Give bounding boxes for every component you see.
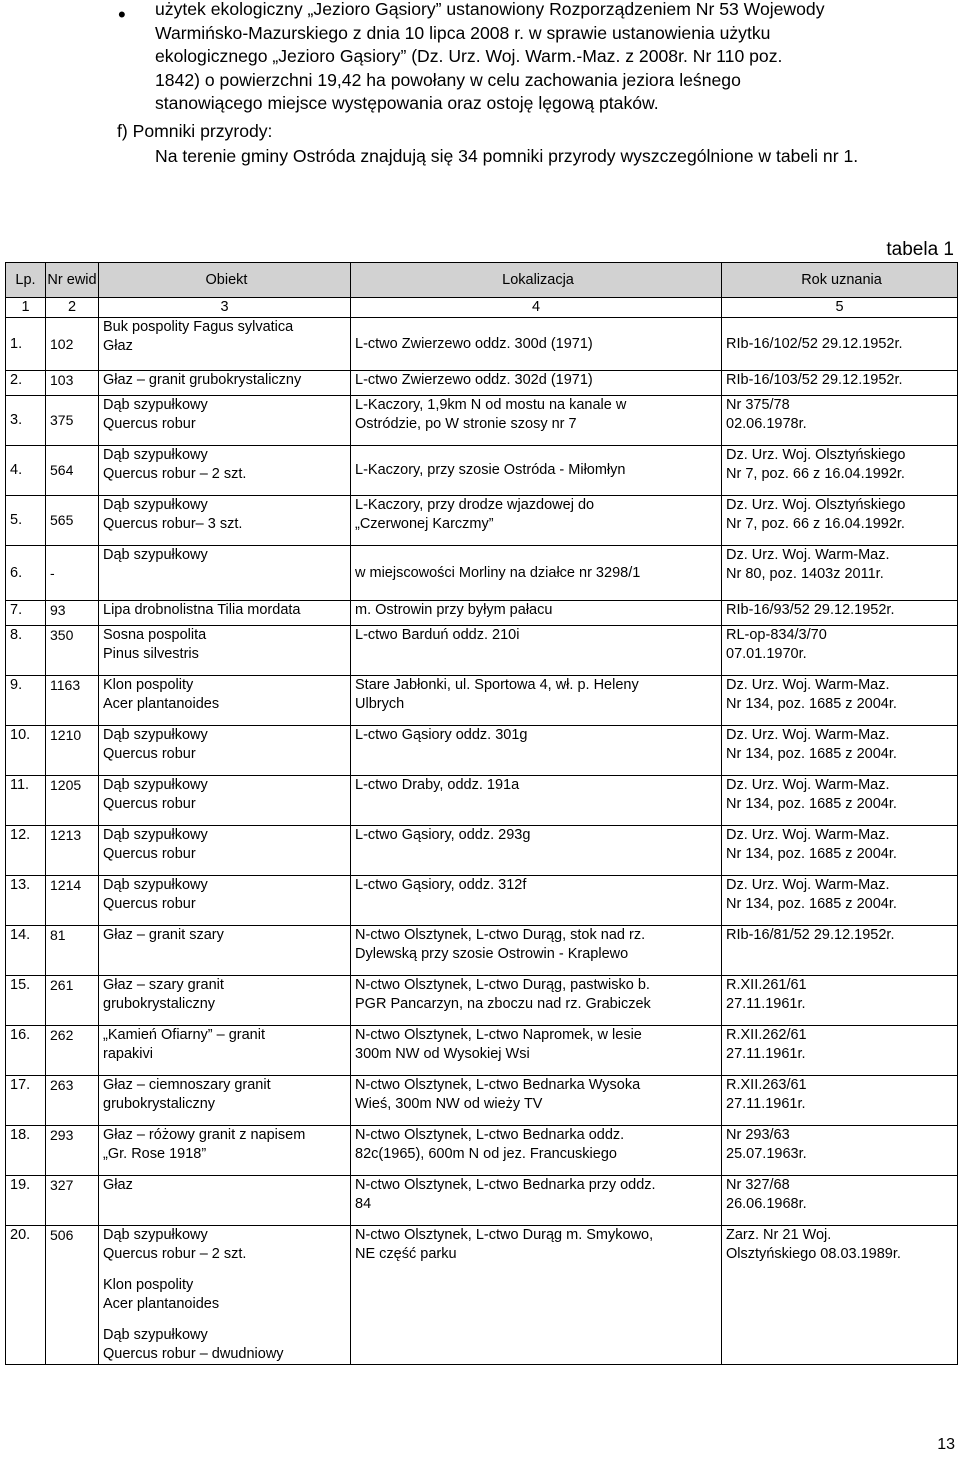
table-row bbox=[6, 496, 958, 546]
cell-line: RIb-16/93/52 29.12.1952r. bbox=[726, 602, 895, 618]
cell-line: 25.07.1963r. bbox=[726, 1146, 807, 1162]
cell-lokalizacja bbox=[351, 546, 722, 601]
cell-line: N-ctwo Olsztynek, L-ctwo Durąg, pastwisko b. bbox=[355, 977, 650, 993]
cell-line: Nr 293/63 bbox=[726, 1127, 790, 1143]
intro-sentence: Na terenie gminy Ostróda znajdują się 34 pomniki przyrody wyszczególnione w tabeli nr 1. bbox=[155, 146, 859, 166]
cell-line: Dąb szypułkowy bbox=[103, 397, 208, 413]
table-row bbox=[6, 876, 958, 926]
cell-line: Quercus robur bbox=[103, 416, 196, 432]
cell-obiekt bbox=[99, 601, 351, 626]
cell-nr-ewid: 261 bbox=[46, 976, 99, 1026]
table-row bbox=[6, 1176, 958, 1226]
cell-lokalizacja bbox=[351, 1226, 722, 1365]
cell-nr-ewid: 262 bbox=[46, 1026, 99, 1076]
cell-line: Quercus robur – dwudniowy bbox=[103, 1346, 284, 1362]
cell-obiekt bbox=[99, 496, 351, 546]
cell-rok bbox=[722, 826, 958, 876]
cell-lokalizacja bbox=[351, 496, 722, 546]
header-lp: Lp. bbox=[6, 263, 46, 298]
cell-lp: 1. bbox=[6, 318, 46, 371]
cell-line: Nr 134, poz. 1685 z 2004r. bbox=[726, 896, 897, 912]
cell-line: „Gr. Rose 1918” bbox=[103, 1146, 207, 1162]
cell-lokalizacja bbox=[351, 826, 722, 876]
cell-nr-ewid: 93 bbox=[46, 601, 99, 626]
cell-line: Quercus robur – 2 szt. bbox=[103, 466, 247, 482]
cell-line: 27.11.1961r. bbox=[726, 996, 806, 1012]
cell-line: Dz. Urz. Woj. Olsztyńskiego bbox=[726, 447, 906, 463]
cell-line: N-ctwo Olsztynek, L-ctwo Durąg, stok nad rz. bbox=[355, 927, 646, 943]
cell-line: 26.06.1968r. bbox=[726, 1196, 807, 1212]
cell-nr-ewid: - bbox=[46, 546, 99, 601]
cell-line: Głaz bbox=[103, 338, 133, 354]
cell-line: N-ctwo Olsztynek, L-ctwo Bednarka oddz. bbox=[355, 1127, 625, 1143]
col-number: 1 bbox=[6, 298, 46, 318]
cell-line: Acer plantanoides bbox=[103, 696, 220, 712]
col-number: 5 bbox=[722, 298, 958, 318]
cell-nr-ewid: 1210 bbox=[46, 726, 99, 776]
cell-line: Dylewską przy szosie Ostrowin - Kraplewo bbox=[355, 946, 629, 962]
cell-line: RL-op-834/3/70 bbox=[726, 627, 827, 643]
cell-line: RIb-16/103/52 29.12.1952r. bbox=[726, 372, 903, 388]
cell-rok bbox=[722, 601, 958, 626]
cell-rok bbox=[722, 496, 958, 546]
cell-line: Dąb szypułkowy bbox=[103, 447, 208, 463]
cell-line: Dz. Urz. Woj. Warm-Maz. bbox=[726, 877, 890, 893]
cell-lokalizacja bbox=[351, 676, 722, 726]
cell-lokalizacja bbox=[351, 1026, 722, 1076]
cell-line: „Kamień Ofiarny” – granit bbox=[103, 1027, 265, 1043]
cell-line: Sosna pospolita bbox=[103, 627, 207, 643]
cell-lp: 16. bbox=[6, 1026, 46, 1076]
cell-obiekt bbox=[99, 318, 351, 371]
cell-nr-ewid: 1214 bbox=[46, 876, 99, 926]
cell-lokalizacja bbox=[351, 776, 722, 826]
cell-lokalizacja bbox=[351, 876, 722, 926]
cell-line: Głaz – granit szary bbox=[103, 927, 224, 943]
cell-rok bbox=[722, 1176, 958, 1226]
cell-line: Nr 134, poz. 1685 z 2004r. bbox=[726, 846, 897, 862]
cell-line: N-ctwo Olsztynek, L-ctwo Napromek, w lesie bbox=[355, 1027, 642, 1043]
cell-line: Dąb szypułkowy bbox=[103, 777, 208, 793]
section-heading: f) Pomniki przyrody: bbox=[117, 121, 273, 141]
cell-obiekt bbox=[99, 926, 351, 976]
cell-lp: 11. bbox=[6, 776, 46, 826]
cell-lp: 6. bbox=[6, 546, 46, 601]
para-line: Warmińsko-Mazurskiego z dnia 10 lipca 2008 r. w sprawie ustanowienia użytku bbox=[155, 22, 771, 43]
cell-lp: 9. bbox=[6, 676, 46, 726]
table-row bbox=[6, 976, 958, 1026]
cell-lp: 19. bbox=[6, 1176, 46, 1226]
table-row bbox=[6, 1076, 958, 1126]
cell-line: Nr 327/68 bbox=[726, 1177, 790, 1193]
table-row bbox=[6, 726, 958, 776]
cell-lp: 8. bbox=[6, 626, 46, 676]
header-obiekt: Obiekt bbox=[99, 263, 351, 298]
cell-line: Dz. Urz. Woj. Warm-Maz. bbox=[726, 827, 890, 843]
bullet: • bbox=[118, 2, 126, 27]
table-row bbox=[6, 546, 958, 601]
cell-line: Quercus robur bbox=[103, 846, 196, 862]
cell-obiekt bbox=[99, 626, 351, 676]
cell-lp: 2. bbox=[6, 371, 46, 396]
column-number-row bbox=[6, 298, 958, 318]
header-lokalizacja: Lokalizacja bbox=[351, 263, 722, 298]
cell-line: Ulbrych bbox=[355, 696, 405, 712]
cell-lp: 10. bbox=[6, 726, 46, 776]
cell-line: Zarz. Nr 21 Woj. bbox=[726, 1227, 832, 1243]
table-row bbox=[6, 1126, 958, 1176]
cell-nr-ewid: 81 bbox=[46, 926, 99, 976]
cell-nr-ewid: 1205 bbox=[46, 776, 99, 826]
cell-line: Głaz – różowy granit z napisem bbox=[103, 1127, 306, 1143]
cell-line: Klon pospolity bbox=[103, 1277, 194, 1293]
cell-line: 02.06.1978r. bbox=[726, 416, 807, 432]
cell-lokalizacja bbox=[351, 626, 722, 676]
cell-line: 07.01.1970r. bbox=[726, 646, 807, 662]
table-row bbox=[6, 1226, 958, 1365]
cell-line: Głaz bbox=[103, 1177, 133, 1193]
cell-line: L-ctwo Zwierzewo oddz. 300d (1971) bbox=[355, 335, 593, 352]
cell-nr-ewid: 564 bbox=[46, 446, 99, 496]
cell-obiekt bbox=[99, 826, 351, 876]
cell-lokalizacja bbox=[351, 926, 722, 976]
cell-line: RIb-16/81/52 29.12.1952r. bbox=[726, 927, 895, 943]
cell-lokalizacja bbox=[351, 371, 722, 396]
cell-nr-ewid: 375 bbox=[46, 396, 99, 446]
para-line: użytek ekologiczny „Jezioro Gąsiory” ustanowiony Rozporządzeniem Nr 53 Wojewody bbox=[155, 0, 825, 19]
cell-line: RIb-16/102/52 29.12.1952r. bbox=[726, 335, 903, 352]
cell-line: Quercus robur bbox=[103, 896, 196, 912]
cell-line: Dąb szypułkowy bbox=[103, 547, 208, 563]
cell-line: Dąb szypułkowy bbox=[103, 727, 208, 743]
cell-line: N-ctwo Olsztynek, L-ctwo Bednarka Wysoka bbox=[355, 1077, 641, 1093]
cell-obiekt bbox=[99, 876, 351, 926]
cell-lokalizacja bbox=[351, 1126, 722, 1176]
header-rok: Rok uznania bbox=[722, 263, 958, 298]
cell-lp: 20. bbox=[6, 1226, 46, 1365]
cell-lp: 5. bbox=[6, 496, 46, 546]
cell-line: Lipa drobnolistna Tilia mordata bbox=[103, 602, 301, 618]
table-row bbox=[6, 396, 958, 446]
cell-line: Dz. Urz. Woj. Warm-Maz. bbox=[726, 677, 890, 693]
cell-lokalizacja bbox=[351, 1176, 722, 1226]
cell-line: L-Kaczory, 1,9km N od mostu na kanale w bbox=[355, 397, 627, 413]
cell-rok bbox=[722, 676, 958, 726]
cell-nr-ewid: 350 bbox=[46, 626, 99, 676]
cell-rok bbox=[722, 1126, 958, 1176]
cell-nr-ewid: 327 bbox=[46, 1176, 99, 1226]
cell-line: Nr 375/78 bbox=[726, 397, 790, 413]
cell-line: R.XII.262/61 bbox=[726, 1027, 807, 1043]
cell-line: Dz. Urz. Woj. Olsztyńskiego bbox=[726, 497, 906, 513]
cell-line: Nr 134, poz. 1685 z 2004r. bbox=[726, 796, 897, 812]
cell-line: „Czerwonej Karczmy” bbox=[355, 516, 494, 532]
cell-lp: 4. bbox=[6, 446, 46, 496]
page-number: 13 bbox=[937, 1436, 955, 1453]
cell-line: Nr 134, poz. 1685 z 2004r. bbox=[726, 746, 897, 762]
cell-line: L-Kaczory, przy szosie Ostróda - Miłomłyn bbox=[355, 462, 626, 478]
cell-obiekt bbox=[99, 1126, 351, 1176]
cell-line: R.XII.261/61 bbox=[726, 977, 807, 993]
cell-nr-ewid: 103 bbox=[46, 371, 99, 396]
cell-lokalizacja bbox=[351, 396, 722, 446]
cell-lp: 15. bbox=[6, 976, 46, 1026]
cell-line: Dąb szypułkowy bbox=[103, 1227, 208, 1243]
cell-line: 84 bbox=[355, 1196, 372, 1212]
cell-line bbox=[103, 1264, 350, 1276]
cell-rok bbox=[722, 876, 958, 926]
cell-rok bbox=[722, 546, 958, 601]
intro-paragraph bbox=[155, 0, 955, 116]
table-row bbox=[6, 601, 958, 626]
cell-line: L-ctwo Gąsiory oddz. 301g bbox=[355, 727, 528, 743]
cell-lp: 3. bbox=[6, 396, 46, 446]
table-row bbox=[6, 626, 958, 676]
cell-line: Nr 7, poz. 66 z 16.04.1992r. bbox=[726, 466, 905, 482]
cell-line: Pinus silvestris bbox=[103, 646, 199, 662]
cell-rok bbox=[722, 396, 958, 446]
cell-lokalizacja bbox=[351, 318, 722, 371]
cell-lp: 13. bbox=[6, 876, 46, 926]
cell-line: Buk pospolity Fagus sylvatica bbox=[103, 319, 294, 335]
cell-line: 27.11.1961r. bbox=[726, 1096, 806, 1112]
cell-rok bbox=[722, 446, 958, 496]
cell-obiekt bbox=[99, 776, 351, 826]
cell-nr-ewid: 506 bbox=[46, 1226, 99, 1365]
cell-line: w miejscowości Morliny na działce nr 3298/1 bbox=[355, 564, 641, 581]
cell-line: R.XII.263/61 bbox=[726, 1077, 807, 1093]
cell-line: 300m NW od Wysokiej Wsi bbox=[355, 1046, 530, 1062]
cell-nr-ewid: 1213 bbox=[46, 826, 99, 876]
cell-line: Ostródzie, po W stronie szosy nr 7 bbox=[355, 416, 577, 432]
cell-obiekt bbox=[99, 371, 351, 396]
cell-line: Quercus robur– 3 szt. bbox=[103, 516, 243, 532]
cell-line: Dąb szypułkowy bbox=[103, 827, 208, 843]
cell-nr-ewid: 565 bbox=[46, 496, 99, 546]
cell-nr-ewid: 102 bbox=[46, 318, 99, 371]
table-row bbox=[6, 676, 958, 726]
cell-lokalizacja bbox=[351, 601, 722, 626]
col-number: 3 bbox=[99, 298, 351, 318]
cell-line: Klon pospolity bbox=[103, 677, 194, 693]
cell-line: L-ctwo Gąsiory, oddz. 312f bbox=[355, 877, 527, 893]
cell-obiekt bbox=[99, 726, 351, 776]
cell-line: L-ctwo Draby, oddz. 191a bbox=[355, 777, 520, 793]
cell-nr-ewid: 293 bbox=[46, 1126, 99, 1176]
cell-rok bbox=[722, 1026, 958, 1076]
cell-line: Dąb szypułkowy bbox=[103, 877, 208, 893]
cell-obiekt bbox=[99, 546, 351, 601]
cell-line: Dąb szypułkowy bbox=[103, 1327, 208, 1343]
cell-line: 82c(1965), 600m N od jez. Francuskiego bbox=[355, 1146, 617, 1162]
cell-rok bbox=[722, 976, 958, 1026]
cell-line: L-Kaczory, przy drodze wjazdowej do bbox=[355, 497, 595, 513]
cell-line: Głaz – granit grubokrystaliczny bbox=[103, 372, 302, 388]
cell-line: N-ctwo Olsztynek, L-ctwo Durąg m. Smykowo, bbox=[355, 1227, 654, 1243]
cell-nr-ewid: 1163 bbox=[46, 676, 99, 726]
cell-line: NE część parku bbox=[355, 1246, 457, 1262]
cell-line: N-ctwo Olsztynek, L-ctwo Bednarka przy oddz. bbox=[355, 1177, 656, 1193]
header-row bbox=[6, 263, 958, 298]
table-label: tabela 1 bbox=[886, 239, 954, 260]
cell-nr-ewid: 263 bbox=[46, 1076, 99, 1126]
para-line: ekologicznego „Jezioro Gąsiory” (Dz. Urz. Woj. Warm.-Maz. z 2008r. Nr 110 poz. bbox=[155, 46, 783, 67]
cell-rok bbox=[722, 776, 958, 826]
cell-rok bbox=[722, 371, 958, 396]
cell-rok bbox=[722, 1076, 958, 1126]
cell-line: Quercus robur bbox=[103, 746, 196, 762]
cell-obiekt bbox=[99, 446, 351, 496]
monuments-table bbox=[5, 262, 958, 1365]
cell-rok bbox=[722, 926, 958, 976]
cell-lp: 17. bbox=[6, 1076, 46, 1126]
cell-obiekt bbox=[99, 1226, 351, 1365]
para-line: 1842) o powierzchni 19,42 ha powołany w celu zachowania jeziora leśnego bbox=[155, 69, 741, 90]
cell-lokalizacja bbox=[351, 726, 722, 776]
cell-rok bbox=[722, 626, 958, 676]
table-row bbox=[6, 776, 958, 826]
cell-line: Nr 134, poz. 1685 z 2004r. bbox=[726, 696, 897, 712]
cell-lokalizacja bbox=[351, 446, 722, 496]
cell-rok bbox=[722, 318, 958, 371]
cell-rok bbox=[722, 1226, 958, 1365]
cell-line: Głaz – ciemnoszary granit bbox=[103, 1077, 271, 1093]
cell-lp: 14. bbox=[6, 926, 46, 976]
para-line: stanowiącego miejsce występowania oraz ostoję lęgową ptaków. bbox=[155, 93, 659, 114]
col-number: 2 bbox=[46, 298, 99, 318]
cell-line: Quercus robur bbox=[103, 796, 196, 812]
cell-line: Quercus robur – 2 szt. bbox=[103, 1246, 247, 1262]
table-row bbox=[6, 318, 958, 371]
cell-line: Dz. Urz. Woj. Warm-Maz. bbox=[726, 727, 890, 743]
cell-line: Acer plantanoides bbox=[103, 1296, 220, 1312]
cell-line: L-ctwo Zwierzewo oddz. 302d (1971) bbox=[355, 372, 593, 388]
cell-line: 27.11.1961r. bbox=[726, 1046, 806, 1062]
cell-lokalizacja bbox=[351, 976, 722, 1026]
cell-lp: 7. bbox=[6, 601, 46, 626]
cell-lp: 18. bbox=[6, 1126, 46, 1176]
cell-line: Stare Jabłonki, ul. Sportowa 4, wł. p. Heleny bbox=[355, 677, 639, 693]
col-number: 4 bbox=[351, 298, 722, 318]
cell-rok bbox=[722, 726, 958, 776]
cell-obiekt bbox=[99, 1076, 351, 1126]
cell-line: Dąb szypułkowy bbox=[103, 497, 208, 513]
cell-obiekt bbox=[99, 396, 351, 446]
table-row bbox=[6, 371, 958, 396]
table-row bbox=[6, 1026, 958, 1076]
cell-line: Nr 7, poz. 66 z 16.04.1992r. bbox=[726, 516, 905, 532]
table-row bbox=[6, 446, 958, 496]
table-row bbox=[6, 826, 958, 876]
cell-lp: 12. bbox=[6, 826, 46, 876]
header-nr: Nr ewid bbox=[46, 263, 99, 298]
cell-line: Głaz – szary granit bbox=[103, 977, 224, 993]
cell-line: Wieś, 300m NW od wieży TV bbox=[355, 1096, 543, 1112]
table-row bbox=[6, 926, 958, 976]
cell-line: Dz. Urz. Woj. Warm-Maz. bbox=[726, 777, 890, 793]
cell-line bbox=[103, 1314, 350, 1326]
cell-obiekt bbox=[99, 676, 351, 726]
cell-line: grubokrystaliczny bbox=[103, 1096, 216, 1112]
cell-obiekt bbox=[99, 976, 351, 1026]
cell-obiekt bbox=[99, 1176, 351, 1226]
cell-line: grubokrystaliczny bbox=[103, 996, 216, 1012]
cell-line: rapakivi bbox=[103, 1046, 153, 1062]
cell-line: Nr 80, poz. 1403z 2011r. bbox=[726, 566, 884, 582]
cell-line: PGR Pancarzyn, na zboczu nad rz. Grabiczek bbox=[355, 996, 651, 1012]
cell-obiekt bbox=[99, 1026, 351, 1076]
cell-line: Dz. Urz. Woj. Warm-Maz. bbox=[726, 547, 890, 563]
cell-line: m. Ostrowin przy byłym pałacu bbox=[355, 602, 553, 618]
cell-line: L-ctwo Barduń oddz. 210i bbox=[355, 627, 520, 643]
cell-line: L-ctwo Gąsiory, oddz. 293g bbox=[355, 827, 531, 843]
cell-lokalizacja bbox=[351, 1076, 722, 1126]
cell-line: Olsztyńskiego 08.03.1989r. bbox=[726, 1246, 901, 1262]
